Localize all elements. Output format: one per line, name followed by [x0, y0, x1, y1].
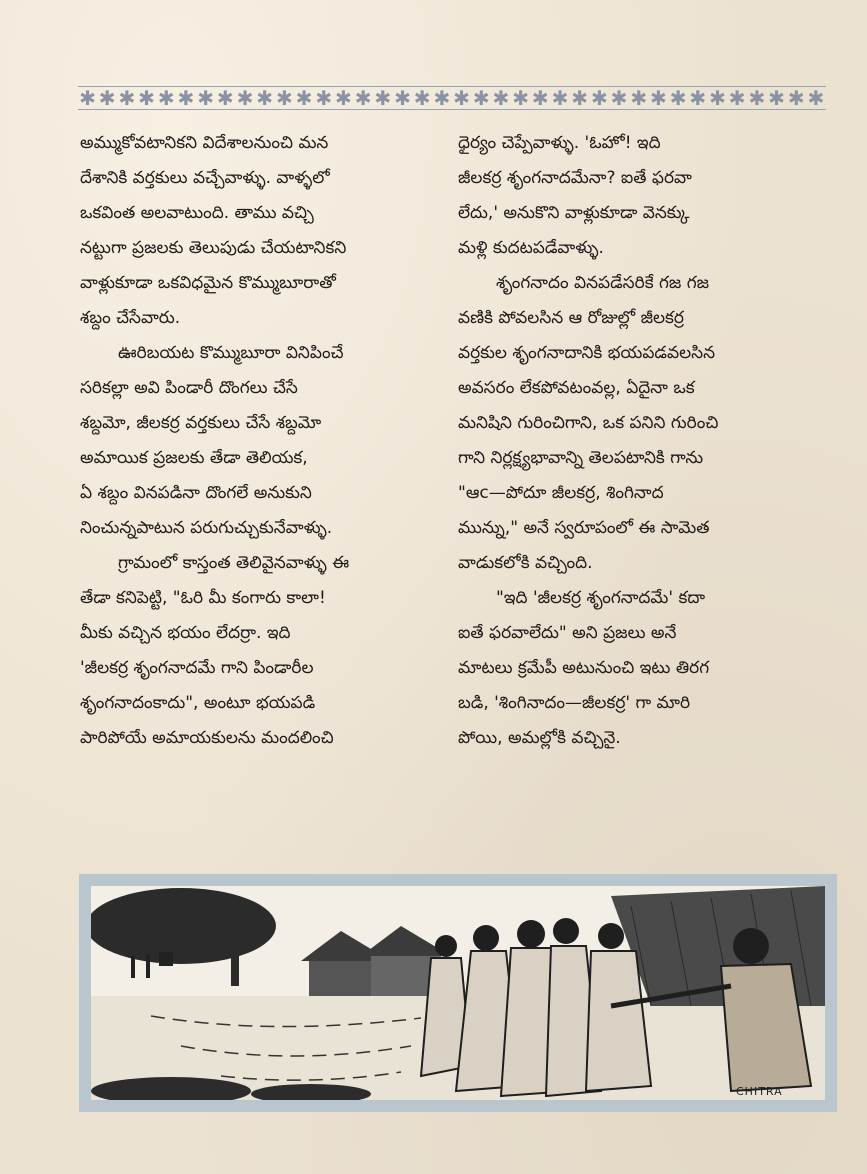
text-line: అవసరం లేకపోవటంవల్ల, ఏదైనా ఒక [458, 378, 695, 398]
text-line: సరికల్లా అవి పిండారీ దొంగలు చేసే [80, 378, 298, 398]
text-line: శృంగనాదంకాదు", అంటూ భయపడి [80, 693, 316, 713]
text-line: ధైర్యం చెప్పేవాళ్ళు. 'ఓహో! ఇది [458, 133, 661, 153]
illustration-drawing [91, 886, 825, 1100]
text-line: దేశానికి వర్తకులు వచ్చేవాళ్ళు. వాళ్ళలో [80, 168, 330, 188]
text-line: ఊరిబయట కొమ్ముబూరా వినిపించే [118, 343, 344, 363]
text-line: పోయి, అమల్లోకి వచ్చినై. [458, 728, 621, 748]
text-line: పారిపోయే అమాయకులను మందలించి [80, 728, 334, 748]
right-text-column [458, 126, 838, 756]
text-line: వాడుకలోకి వచ్చింది. [458, 553, 593, 573]
text-line: "ఆc—పోదూ జీలకర్ర, శింగినాద [458, 483, 664, 503]
text-line: అమాయిక ప్రజలకు తేడా తెలియక, [80, 448, 308, 468]
decorative-border: ✱ ✱ ✱ ✱ ✱ ✱ ✱ ✱ ✱ ✱ ✱ ✱ ✱ ✱ ✱ ✱ ✱ ✱ ✱ ✱ ✱ ✱ ✱ ✱ ✱ ✱ ✱ ✱ ✱ ✱ ✱ ✱ ✱ ✱ ✱ ✱ ✱ ✱ [79, 86, 825, 110]
text-line: తేడా కనిపెట్టి, "ఓరి మీ కంగారు కాలా! [80, 588, 326, 608]
text-line: శబ్దం చేసేవారు. [80, 308, 181, 328]
text-line: వణికి పోవలసిన ఆ రోజుల్లో జీలకర్ర [458, 308, 685, 328]
text-line: మీకు వచ్చిన భయం లేదర్రా. ఇది [80, 623, 291, 643]
text-line: వర్తకుల శృంగనాదానికి భయపడవలసిన [458, 343, 716, 363]
text-line: నట్టుగా ప్రజలకు తెలుపుడు చేయటానికని [80, 238, 347, 258]
text-line: అమ్ముకోవటానికని విదేశాలనుంచి మన [80, 133, 329, 153]
text-line: జీలకర్ర శృంగనాదమేనా? ఐతే ఫరవా [458, 168, 692, 188]
text-line: ఏ శబ్దం వినపడినా దొంగలే అనుకుని [80, 483, 312, 503]
text-line: మాటలు క్రమేపీ అటునుంచి ఇటు తిరగ [458, 658, 710, 678]
text-line: గ్రామంలో కాస్తంత తెలివైనవాళ్ళు ఈ [118, 553, 350, 573]
text-line: "ఇది 'జీలకర్ర శృంగనాదమే' కదా [496, 588, 706, 608]
text-line: బడి, 'శింగినాదం—జీలకర్ర' గా మారి [458, 693, 691, 713]
text-line: శృంగనాదం వినపడేసరికే గజ గజ [496, 273, 710, 293]
text-line: శబ్దమో, జీలకర్ర వర్తకులు చేసే శబ్దమో [80, 413, 322, 433]
text-line: ఒకవింత అలవాటుంది. తాము వచ్చి [80, 203, 314, 223]
story-illustration [79, 874, 837, 1112]
text-line: లేదు,' అనుకొని వాళ్లుకూడా వెనక్కు [458, 203, 690, 223]
text-line: మున్ను," అనే స్వరూపంలో ఈ సామెత [458, 518, 710, 538]
text-line: గాని నిర్లక్ష్యభావాన్ని తెలపటానికి గాను [458, 448, 704, 468]
text-line: మనిషిని గురించిగాని, ఒక పనిని గురించి [458, 413, 719, 433]
left-text-column [80, 126, 450, 756]
text-line: ఐతే ఫరవాలేదు" అని ప్రజలు అనే [458, 623, 677, 643]
text-line: 'జీలకర్ర శృంగనాదమే గాని పిండారీల [80, 658, 314, 678]
text-line: మళ్లి కుదటపడేవాళ్ళు. [458, 238, 604, 258]
artist-signature: CHITRA [736, 1085, 783, 1098]
text-line: నించున్నపాటున పరుగుచ్చుకునేవాళ్ళు. [80, 518, 333, 538]
text-line: వాళ్లుకూడా ఒకవిధమైన కొమ్ముబూరాతో [80, 273, 336, 293]
